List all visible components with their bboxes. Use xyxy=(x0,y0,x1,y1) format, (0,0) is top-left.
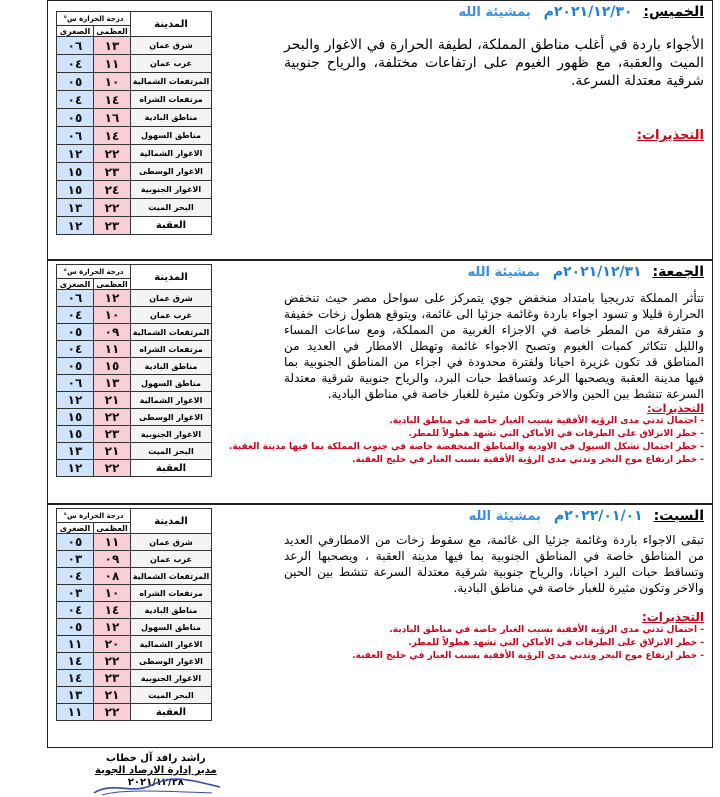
forecast-text: الأجواء باردة في أغلب مناطق المملكة، لطيفة الحرارة في الاغوار والبحر الميت والعقبة، مع ظهور الغيوم على ارتفاعات مختلفة، والرياح جنوبية شرقية معتدلة السرعة. xyxy=(284,37,704,89)
min-temp: ٠٤ xyxy=(57,568,94,585)
day-name: الخميس: xyxy=(643,4,704,20)
day-date: ٢٠٢١/١٢/٣٠م xyxy=(543,4,633,20)
max-temp: ٢٢ xyxy=(94,145,131,163)
day-date: ٢٠٢٢/٠١/٠١م xyxy=(553,508,643,524)
day-title xyxy=(284,507,704,526)
max-temp: ١٠ xyxy=(94,73,131,91)
min-temp: ٠٦ xyxy=(57,127,94,145)
warnings-title: التحذيرات: xyxy=(641,610,704,624)
min-temp: ١٤ xyxy=(57,653,94,670)
forecast-text: تبقى الاجواء باردة وغائمة جزئيا الى غائمة، مع سقوط زخات من الامطارفي العديد من المناطق خاصة في المناطق الجنوبية بما فيها مدينة العقبة ، ويصحبها الرعد وتساقط حبات البرد احيانا، والرياح جنوبية شرقية معتدلة السرعة تنشط بين الحين والاخر وتكون مثيرة للغبار خاصة في مناطق البادية. xyxy=(284,533,704,595)
signer-name: راشد رافد آل خطاب xyxy=(106,753,206,764)
max-header: العظمى xyxy=(94,279,131,290)
city-name: الاغوار الشمالية xyxy=(131,145,212,163)
max-temp: ١٥ xyxy=(94,358,131,375)
max-temp: ٢٣ xyxy=(94,163,131,181)
handwritten-signature xyxy=(92,775,222,797)
day-section-friday xyxy=(47,260,713,504)
max-temp: ٢٢ xyxy=(94,460,131,477)
max-temp: ٢١ xyxy=(94,687,131,704)
city-header: المدينة xyxy=(131,12,212,37)
city-name: البحر الميت xyxy=(131,199,212,217)
day-section-thursday xyxy=(47,0,713,260)
max-temp: ٢٢ xyxy=(94,704,131,721)
city-name: مناطق البادية xyxy=(131,602,212,619)
city-name: الاغوار الجنوبية xyxy=(131,181,212,199)
temp-header: درجة الحرارة س° xyxy=(57,509,131,523)
min-header: الصغرى xyxy=(57,279,94,290)
min-temp: ١٢ xyxy=(57,392,94,409)
min-temp: ١٢ xyxy=(57,217,94,235)
min-header: الصغرى xyxy=(57,523,94,534)
max-temp: ١١ xyxy=(94,534,131,551)
day-date: ٢٠٢١/١٢/٣١م xyxy=(552,264,642,280)
max-temp: ١٣ xyxy=(94,375,131,392)
forecast-text: تتأثر المملكة تدريجيا بامتداد منخفض جوي يتمركز على سواحل مصر حيث تنخفض الحرارة قليلا و تسود اجواء باردة وغائمة جزئيا الى غائمة، ويتوقع هطول زخات خفيفة و متفرقة من المطر خاصة في الاجزاء الغربية من المملكة، ومع ساعات المساء والليل تتكاثر كميات الغيوم وتصبح الاجواء غائمة وتهطل الامطار في العديد من المناطق قد تكون غزيرة احيانا ولفترة محدودة في اجزاء من المناطق الجنوبية بما فيها مدينة العقبة ويصحبها الرعد وتساقط حبات البرد، والرياح جنوبية شرقية معتدلة السرعة تنشط بين الحين والاخر وتكون مثيرة للغبار خاصة في مناطق البادية. xyxy=(284,291,704,401)
max-temp: ٠٨ xyxy=(94,568,131,585)
min-temp: ٠٤ xyxy=(57,341,94,358)
city-name: الاغوار الشمالية xyxy=(131,392,212,409)
city-name: المرتفعات الشمالية xyxy=(131,324,212,341)
city-name: مرتفعات الشراه xyxy=(131,341,212,358)
max-temp: ٢١ xyxy=(94,392,131,409)
temp-header: درجة الحرارة س° xyxy=(57,12,131,26)
city-name: مناطق السهول xyxy=(131,375,212,392)
max-temp: ١٠ xyxy=(94,585,131,602)
warnings-title: التحذيرات: xyxy=(636,128,704,143)
max-temp: ١٢ xyxy=(94,619,131,636)
min-temp: ١٣ xyxy=(57,199,94,217)
city-name: شرق عمان xyxy=(131,37,212,55)
city-name: غرب عمان xyxy=(131,55,212,73)
city-name: الاغوار الجنوبية xyxy=(131,670,212,687)
min-temp: ١٤ xyxy=(57,670,94,687)
max-header: العظمى xyxy=(94,523,131,534)
warning-item: - خطر احتمال تشكل السيول في الاودية والمناطق المنخفضة خاصة في جنوب المملكة بما فيها مدينة العقبة. xyxy=(228,442,704,452)
warning-item: - خطر ارتفاع موج البحر وتدني مدى الرؤية الأفقية بسبب الغبار في خليج العقبة. xyxy=(352,455,704,465)
min-temp: ٠٤ xyxy=(57,55,94,73)
max-temp: ٢٢ xyxy=(94,409,131,426)
city-header: المدينة xyxy=(131,509,212,534)
min-temp: ٠٥ xyxy=(57,534,94,551)
min-temp: ٠٣ xyxy=(57,551,94,568)
warning-item: - احتمال تدني مدى الرؤية الأفقية بسبب الغبار خاصة في مناطق البادية. xyxy=(389,625,704,635)
city-name: الاغوار الشمالية xyxy=(131,636,212,653)
min-temp: ١٥ xyxy=(57,409,94,426)
min-temp: ٠٦ xyxy=(57,37,94,55)
temperature-table xyxy=(56,11,212,235)
max-temp: ٢٠ xyxy=(94,636,131,653)
city-name: شرق عمان xyxy=(131,534,212,551)
city-name: شرق عمان xyxy=(131,290,212,307)
day-text-block xyxy=(284,507,704,663)
city-name: غرب عمان xyxy=(131,551,212,568)
city-name: مرتفعات الشراه xyxy=(131,585,212,602)
min-header: الصغرى xyxy=(57,26,94,37)
min-temp: ٠٥ xyxy=(57,358,94,375)
min-temp: ٠٥ xyxy=(57,324,94,341)
min-temp: ١٣ xyxy=(57,443,94,460)
city-name: المرتفعات الشمالية xyxy=(131,73,212,91)
day-title xyxy=(284,3,704,22)
temp-header: درجة الحرارة س° xyxy=(57,265,131,279)
max-temp: ٢٢ xyxy=(94,199,131,217)
max-temp: ١٢ xyxy=(94,290,131,307)
city-name: العقبة xyxy=(131,460,212,477)
day-name: الجمعة: xyxy=(652,264,704,280)
max-temp: ١٤ xyxy=(94,127,131,145)
max-temp: ٢٣ xyxy=(94,217,131,235)
min-temp: ٠٥ xyxy=(57,73,94,91)
city-name: مناطق السهول xyxy=(131,127,212,145)
max-temp: ٢٣ xyxy=(94,426,131,443)
city-name: الاغوار الجنوبية xyxy=(131,426,212,443)
city-name: الاغوار الوسطى xyxy=(131,653,212,670)
max-header: العظمى xyxy=(94,26,131,37)
max-temp: ١١ xyxy=(94,55,131,73)
signature-date: ٢٠٢١/١٢/٢٨ xyxy=(127,777,184,788)
signer-position: مدير إدارة الارصاد الجوية xyxy=(95,765,217,776)
min-temp: ٠٤ xyxy=(57,91,94,109)
max-temp: ٢٣ xyxy=(94,670,131,687)
city-name: البحر الميت xyxy=(131,687,212,704)
min-temp: ١٥ xyxy=(57,163,94,181)
warning-item: - خطر ارتفاع موج البحر وتدني مدى الرؤية الأفقية بسبب الغبار في خليج العقبة. xyxy=(352,651,704,661)
max-temp: ١٤ xyxy=(94,91,131,109)
min-temp: ١٥ xyxy=(57,181,94,199)
temperature-table xyxy=(56,264,212,477)
min-temp: ٠٤ xyxy=(57,307,94,324)
city-name: الاغوار الوسطى xyxy=(131,163,212,181)
min-temp: ١٢ xyxy=(57,145,94,163)
city-name: مناطق البادية xyxy=(131,358,212,375)
max-temp: ١٦ xyxy=(94,109,131,127)
city-name: مرتفعات الشراه xyxy=(131,91,212,109)
temperature-table xyxy=(56,508,212,721)
city-name: مناطق البادية xyxy=(131,109,212,127)
min-temp: ٠٣ xyxy=(57,585,94,602)
city-name: مناطق السهول xyxy=(131,619,212,636)
day-blessing: بمشيئة الله xyxy=(468,509,541,524)
max-temp: ١٠ xyxy=(94,307,131,324)
min-temp: ٠٥ xyxy=(57,109,94,127)
city-name: المرتفعات الشمالية xyxy=(131,568,212,585)
min-temp: ٠٦ xyxy=(57,290,94,307)
city-name: العقبة xyxy=(131,704,212,721)
min-temp: ١١ xyxy=(57,704,94,721)
warning-item: - خطر الانزلاق على الطرقات في الأماكن التي تشهد هطولاً للمطر. xyxy=(408,429,704,439)
day-text-block xyxy=(284,3,704,143)
max-temp: ٢٤ xyxy=(94,181,131,199)
city-name: غرب عمان xyxy=(131,307,212,324)
min-temp: ١٢ xyxy=(57,460,94,477)
max-temp: ٢٢ xyxy=(94,653,131,670)
day-name: السبت: xyxy=(653,508,704,524)
warning-item: - خطر الانزلاق على الطرقات في الأماكن التي تشهد هطولاً للمطر. xyxy=(408,638,704,648)
city-name: العقبة xyxy=(131,217,212,235)
day-title xyxy=(284,263,704,282)
day-section-saturday xyxy=(47,504,713,748)
city-name: البحر الميت xyxy=(131,443,212,460)
day-blessing: بمشيئة الله xyxy=(467,265,540,280)
min-temp: ١٥ xyxy=(57,426,94,443)
max-temp: ٠٩ xyxy=(94,324,131,341)
min-temp: ٠٥ xyxy=(57,619,94,636)
min-temp: ٠٦ xyxy=(57,375,94,392)
max-temp: ١٤ xyxy=(94,602,131,619)
day-text-block xyxy=(228,263,704,467)
min-temp: ٠٤ xyxy=(57,602,94,619)
max-temp: ١١ xyxy=(94,341,131,358)
max-temp: ٠٩ xyxy=(94,551,131,568)
min-temp: ١٣ xyxy=(57,687,94,704)
city-name: الاغوار الوسطى xyxy=(131,409,212,426)
city-header: المدينة xyxy=(131,265,212,290)
max-temp: ٢١ xyxy=(94,443,131,460)
warning-item: - احتمال تدني مدى الرؤية الأفقية بسبب الغبار خاصة في مناطق البادية. xyxy=(389,416,704,426)
day-blessing: بمشيئة الله xyxy=(458,5,531,20)
min-temp: ١١ xyxy=(57,636,94,653)
max-temp: ١٣ xyxy=(94,37,131,55)
warnings-title: التحذيرات: xyxy=(647,402,704,415)
